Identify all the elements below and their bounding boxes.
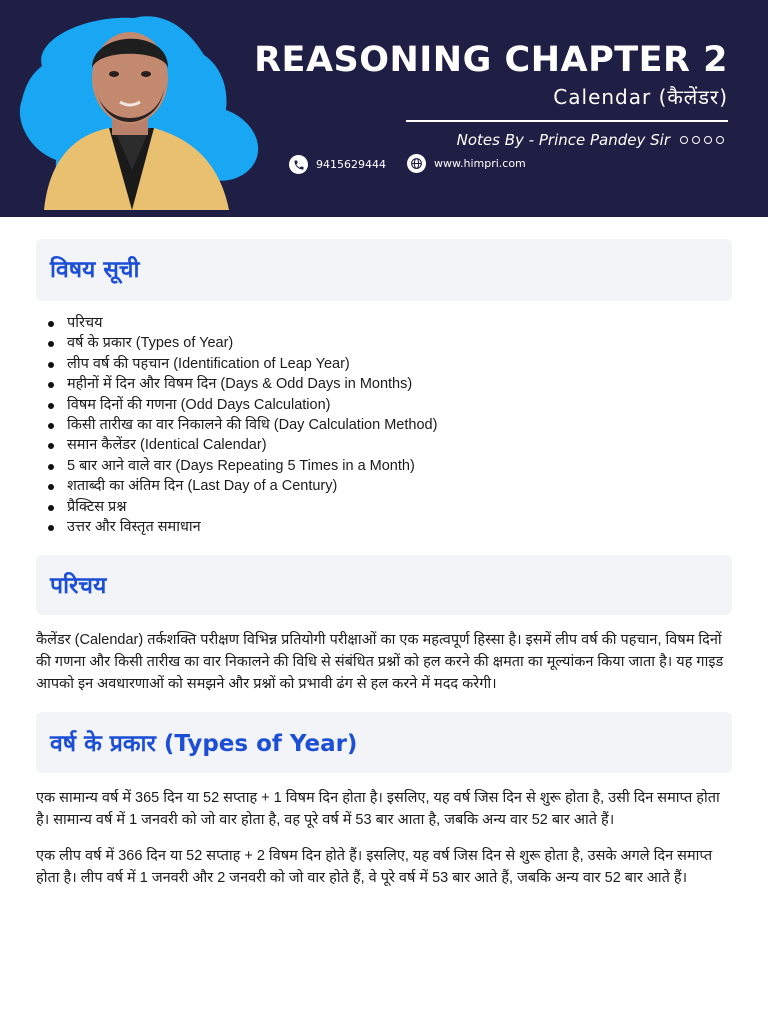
dot-icon	[692, 136, 700, 144]
leap-year-paragraph: एक लीप वर्ष में 366 दिन या 52 सप्ताह + 2 विषम दिन होते हैं। इसलिए, यह वर्ष जिस दिन से शुरू होता है, उसके अगले दिन समाप्त होता है। लीप वर्ष में 1 जनवरी और 2 जनवरी को जो वार होते हैं, वे पूरे वर्ष में 53 बार आते हैं, जबकि अन्य वार 52 बार आते हैं।	[36, 848, 713, 886]
toc-title: विषय सूची	[50, 257, 140, 283]
dot-icon	[704, 136, 712, 144]
toc-item: प्रैक्टिस प्रश्न	[48, 497, 437, 517]
toc-item: लीप वर्ष की पहचान (Identification of Leap Year)	[48, 354, 437, 374]
globe-icon	[407, 154, 426, 173]
website-link[interactable]: www.himpri.com	[434, 157, 526, 170]
toc-item: वर्ष के प्रकार (Types of Year)	[48, 333, 437, 353]
chapter-subtitle: Calendar (कैलेंडर)	[553, 85, 728, 109]
author-photo	[14, 10, 264, 210]
phone-contact	[289, 155, 386, 174]
intro-title: परिचय	[50, 573, 107, 599]
phone-icon	[289, 155, 308, 174]
types-title: वर्ष के प्रकार (Types of Year)	[50, 731, 358, 757]
intro-heading-box	[36, 555, 732, 615]
phone-number: 9415629444	[316, 158, 386, 171]
toc-item: महीनों में दिन और विषम दिन (Days & Odd Days in Months)	[48, 374, 437, 394]
normal-year-paragraph: एक सामान्य वर्ष में 365 दिन या 52 सप्ताह + 1 विषम दिन होता है। इसलिए, यह वर्ष जिस दिन से शुरू होता है, उसी दिन समाप्त होता है। सामान्य वर्ष में 1 जनवरी को जो वार होता है, वह पूरे वर्ष में 53 बार आता है, जबकि अन्य वार 52 बार आते हैं।	[36, 790, 720, 828]
toc-item: उत्तर और विस्तृत समाधान	[48, 517, 437, 537]
decorative-dots	[680, 136, 724, 144]
intro-paragraph: कैलेंडर (Calendar) तर्कशक्ति परीक्षण विभिन्न प्रतियोगी परीक्षाओं का एक महत्वपूर्ण हिस्सा है। इसमें लीप वर्ष की पहचान, विषम दिनों की गणना और किसी तारीख का वार निकालने की विधि से संबंधित प्रश्नों को हल करने की क्षमता का मूल्यांकन किया जाता है। यह गाइड आपको इन अवधारणाओं को समझने और प्रश्नों को प्रभावी ढंग से हल करने में मदद करेगी।	[36, 632, 724, 692]
types-heading-box	[36, 712, 732, 773]
toc-item: विषम दिनों की गणना (Odd Days Calculation)	[48, 395, 437, 415]
dot-icon	[716, 136, 724, 144]
toc-item: 5 बार आने वाले वार (Days Repeating 5 Times in a Month)	[48, 456, 437, 476]
chapter-title: REASONING CHAPTER 2	[254, 40, 728, 80]
website-contact	[407, 154, 526, 173]
table-of-contents	[48, 313, 437, 537]
toc-item: परिचय	[48, 313, 437, 333]
header-divider	[406, 120, 728, 122]
toc-item: समान कैलेंडर (Identical Calendar)	[48, 435, 437, 455]
notes-by-text: Notes By - Prince Pandey Sir	[456, 131, 670, 149]
toc-item: किसी तारीख का वार निकालने की विधि (Day Calculation Method)	[48, 415, 437, 435]
dot-icon	[680, 136, 688, 144]
toc-item: शताब्दी का अंतिम दिन (Last Day of a Century)	[48, 476, 437, 496]
header-banner	[0, 0, 768, 217]
toc-heading-box	[36, 239, 732, 301]
